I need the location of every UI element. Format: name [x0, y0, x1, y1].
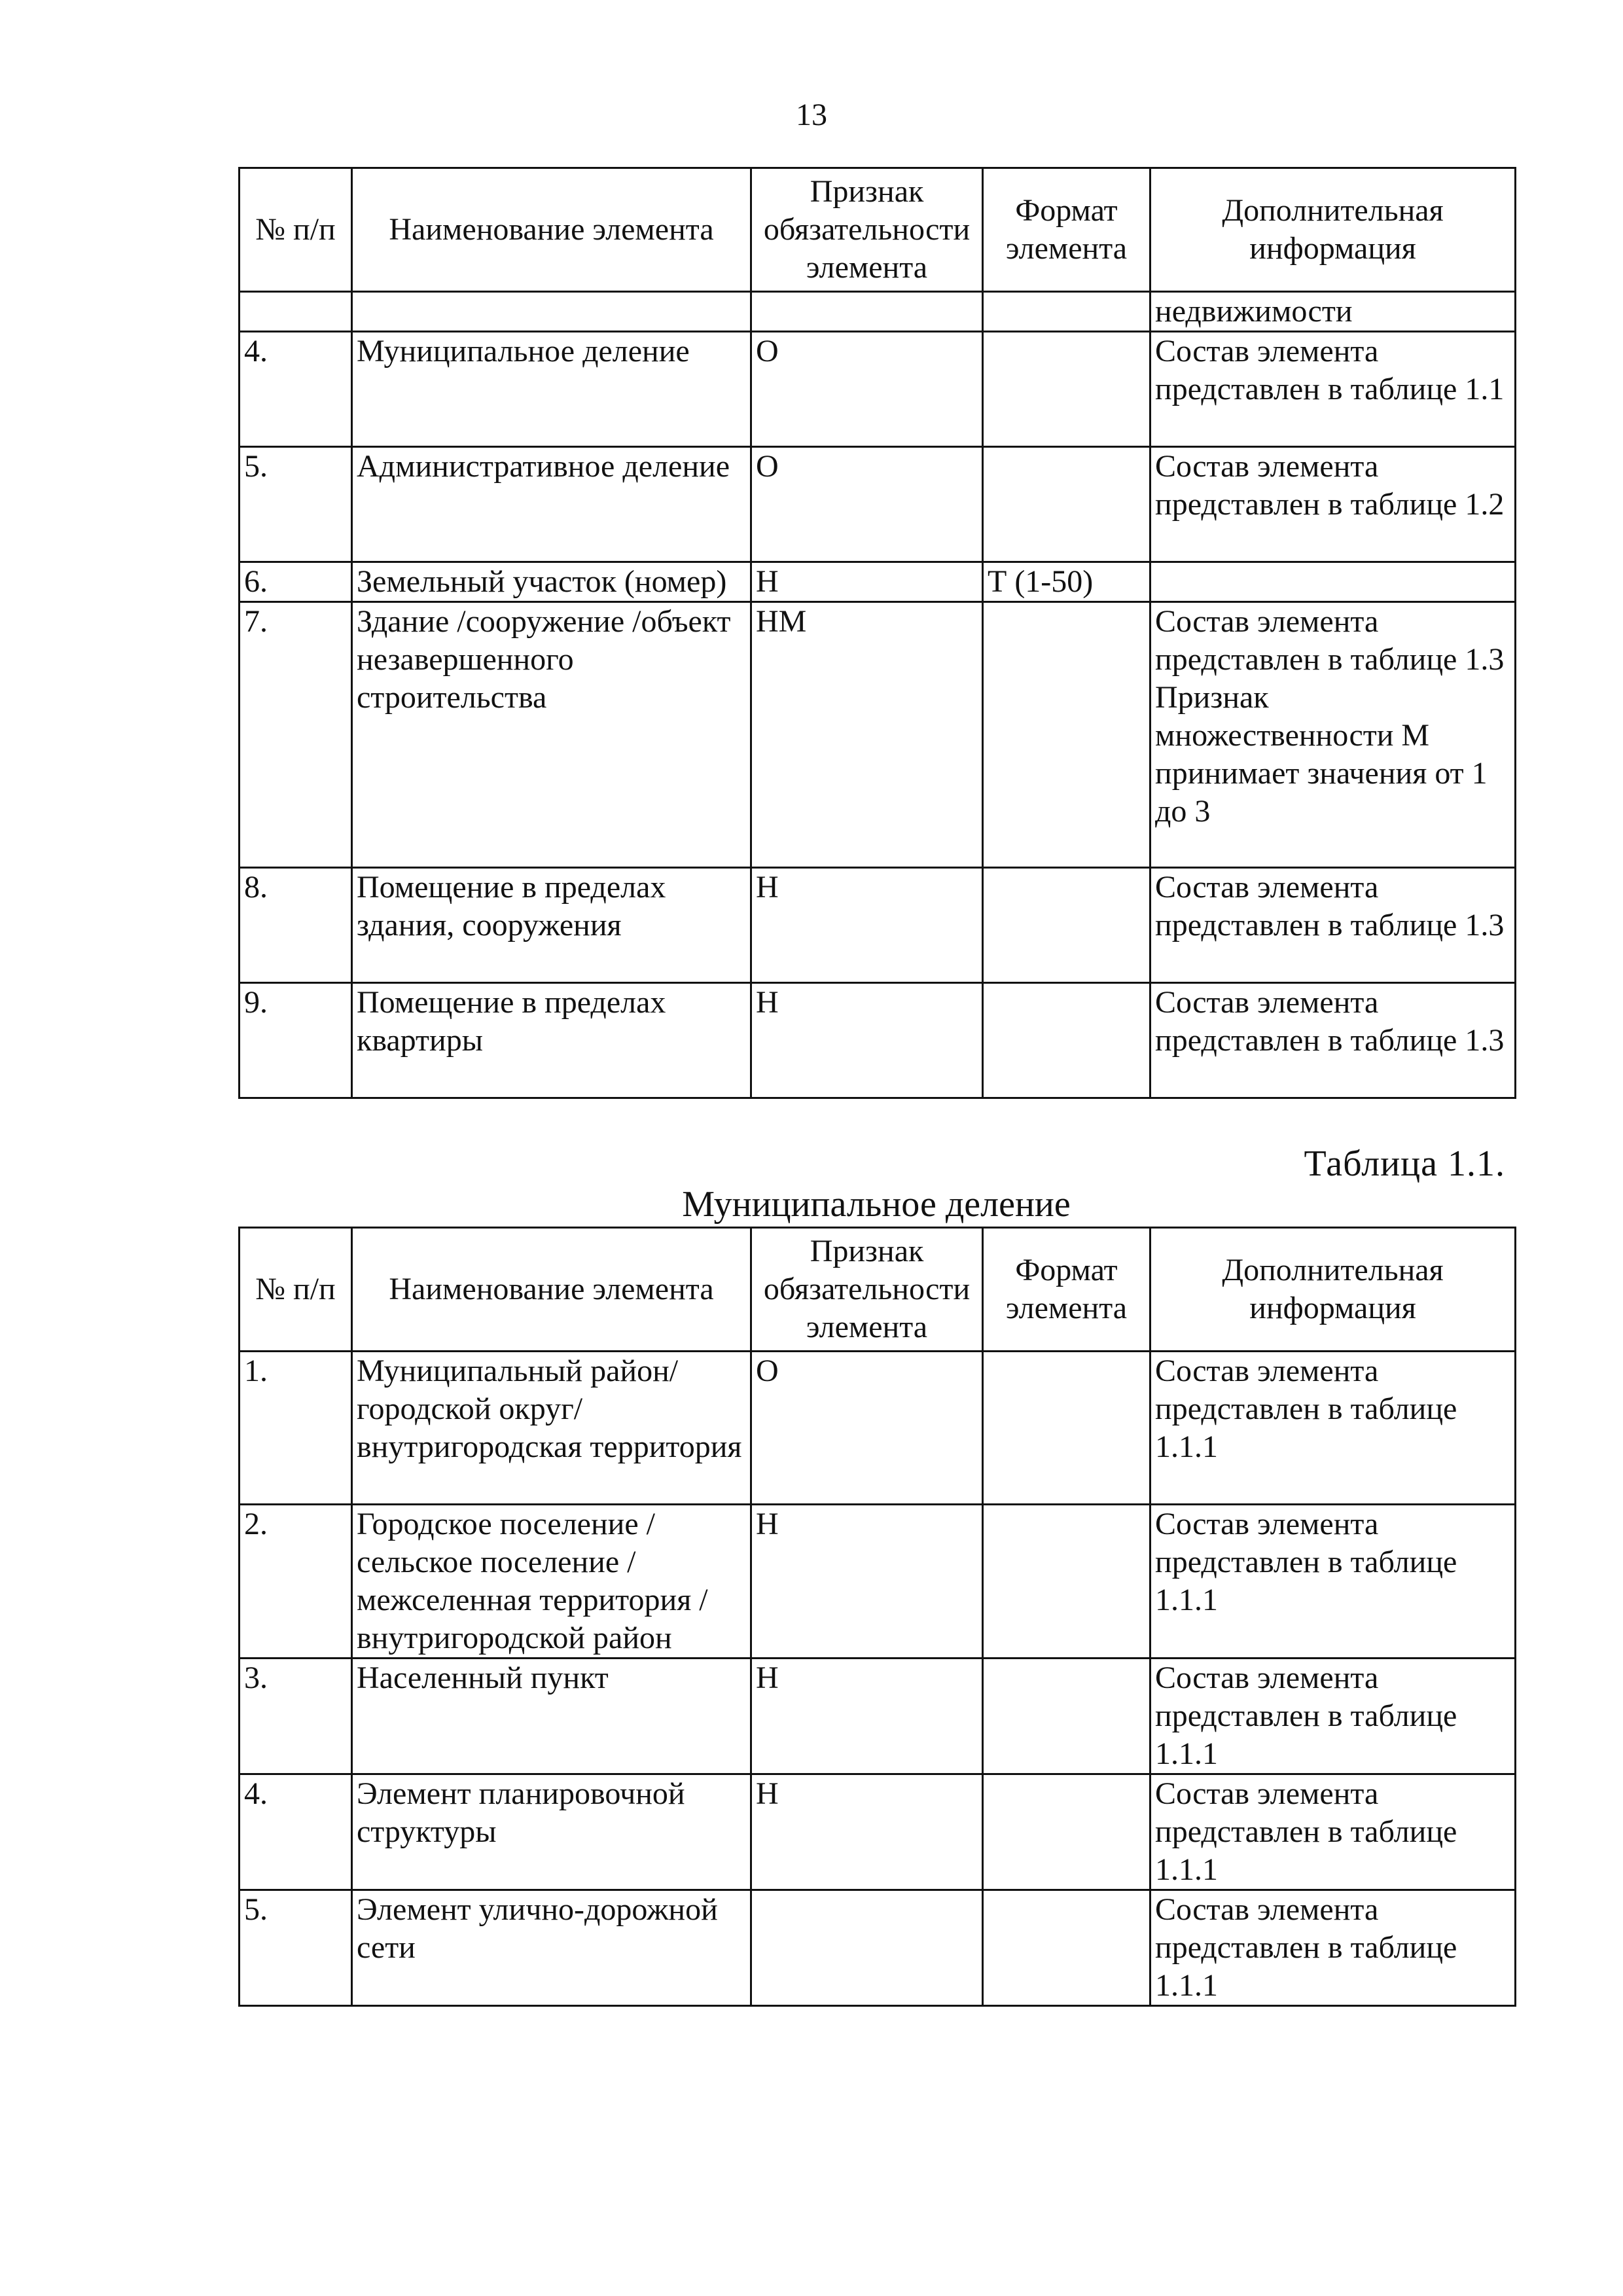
cell-flag: Н [751, 1659, 983, 1774]
header-name: Наименование элемента [352, 168, 751, 292]
cell-num: 5. [240, 1890, 352, 2006]
cell-info [1150, 562, 1516, 602]
cell-format [983, 602, 1150, 868]
cell-format [983, 868, 1150, 983]
cell-num: 2. [240, 1505, 352, 1659]
header-num: № п/п [240, 168, 352, 292]
cell-name: Административное деление [352, 447, 751, 562]
cell-num: 1. [240, 1352, 352, 1505]
table-row [240, 332, 1516, 447]
cell-flag: Н [751, 1774, 983, 1890]
cell-num [240, 292, 352, 332]
table-title: Муниципальное деление [682, 1184, 1071, 1225]
cell-num: 4. [240, 1774, 352, 1890]
table-row [240, 983, 1516, 1098]
cell-num: 5. [240, 447, 352, 562]
cell-flag: Н [751, 562, 983, 602]
cell-name: Элемент улично-дорожной сети [352, 1890, 751, 2006]
header-num: № п/п [240, 1228, 352, 1352]
cell-info: Состав элемента представлен в таблице 1.1.1 [1150, 1352, 1516, 1505]
cell-flag: Н [751, 1505, 983, 1659]
cell-format [983, 1352, 1150, 1505]
header-info: Дополнительная информация [1150, 168, 1516, 292]
table-row [240, 562, 1516, 602]
header-format: Формат элемента [983, 168, 1150, 292]
cell-info: Состав элемента представлен в таблице 1.3 [1150, 983, 1516, 1098]
cell-info: Состав элемента представлен в таблице 1.2 [1150, 447, 1516, 562]
cell-name: Городское поселение / сельское поселение / межселенная территория / внутригородской район [352, 1505, 751, 1659]
cell-name: Земельный участок (номер) [352, 562, 751, 602]
cell-num: 8. [240, 868, 352, 983]
table-row [240, 447, 1516, 562]
cell-flag [751, 292, 983, 332]
header-flag: Признак обязательности элемента [751, 1228, 983, 1352]
cell-name: Муниципальное деление [352, 332, 751, 447]
main-table [238, 167, 1516, 1099]
header-name: Наименование элемента [352, 1228, 751, 1352]
cell-name: Муниципальный район/ городской округ/ внутригородская территория [352, 1352, 751, 1505]
cell-name: Здание /сооружение /объект незавершенного строительства [352, 602, 751, 868]
cell-num: 4. [240, 332, 352, 447]
cell-flag: О [751, 447, 983, 562]
cell-info: Состав элемента представлен в таблице 1.1.1 [1150, 1890, 1516, 2006]
cell-name [352, 292, 751, 332]
cell-info: недвижимости [1150, 292, 1516, 332]
header-flag: Признак обязательности элемента [751, 168, 983, 292]
cell-info: Состав элемента представлен в таблице 1.1.1 [1150, 1659, 1516, 1774]
cell-format [983, 332, 1150, 447]
table-row [240, 1505, 1516, 1659]
cell-format [983, 1774, 1150, 1890]
cell-name: Элемент планировочной структуры [352, 1774, 751, 1890]
cell-flag [751, 1890, 983, 2006]
cell-info: Состав элемента представлен в таблице 1.3 [1150, 868, 1516, 983]
table-row [240, 1352, 1516, 1505]
header-format: Формат элемента [983, 1228, 1150, 1352]
cell-format: Т (1-50) [983, 562, 1150, 602]
cell-flag: Н [751, 868, 983, 983]
table-row [240, 868, 1516, 983]
table-row [240, 602, 1516, 868]
table-header-row [240, 1228, 1516, 1352]
municipal-division-table [238, 1227, 1516, 2007]
table-row [240, 1659, 1516, 1774]
cell-name: Населенный пункт [352, 1659, 751, 1774]
cell-num: 7. [240, 602, 352, 868]
cell-format [983, 983, 1150, 1098]
cell-format [983, 447, 1150, 562]
cell-format [983, 1505, 1150, 1659]
cell-format [983, 292, 1150, 332]
table-header-row [240, 168, 1516, 292]
cell-info: Состав элемента представлен в таблице 1.1 [1150, 332, 1516, 447]
cell-num: 9. [240, 983, 352, 1098]
cell-flag: О [751, 332, 983, 447]
cell-info: Состав элемента представлен в таблице 1.3 Признак множественности М принимает значения от 1 до 3 [1150, 602, 1516, 868]
table-row [240, 1774, 1516, 1890]
cell-flag: О [751, 1352, 983, 1505]
table-row [240, 1890, 1516, 2006]
table-row [240, 292, 1516, 332]
cell-info: Состав элемента представлен в таблице 1.1.1 [1150, 1774, 1516, 1890]
cell-flag: Н [751, 983, 983, 1098]
cell-name: Помещение в пределах здания, сооружения [352, 868, 751, 983]
cell-format [983, 1659, 1150, 1774]
cell-num: 6. [240, 562, 352, 602]
cell-num: 3. [240, 1659, 352, 1774]
cell-info: Состав элемента представлен в таблице 1.1.1 [1150, 1505, 1516, 1659]
cell-name: Помещение в пределах квартиры [352, 983, 751, 1098]
page-number: 13 [796, 98, 827, 132]
header-info: Дополнительная информация [1150, 1228, 1516, 1352]
cell-flag: НМ [751, 602, 983, 868]
cell-format [983, 1890, 1150, 2006]
table-label: Таблица 1.1. [1304, 1143, 1505, 1184]
